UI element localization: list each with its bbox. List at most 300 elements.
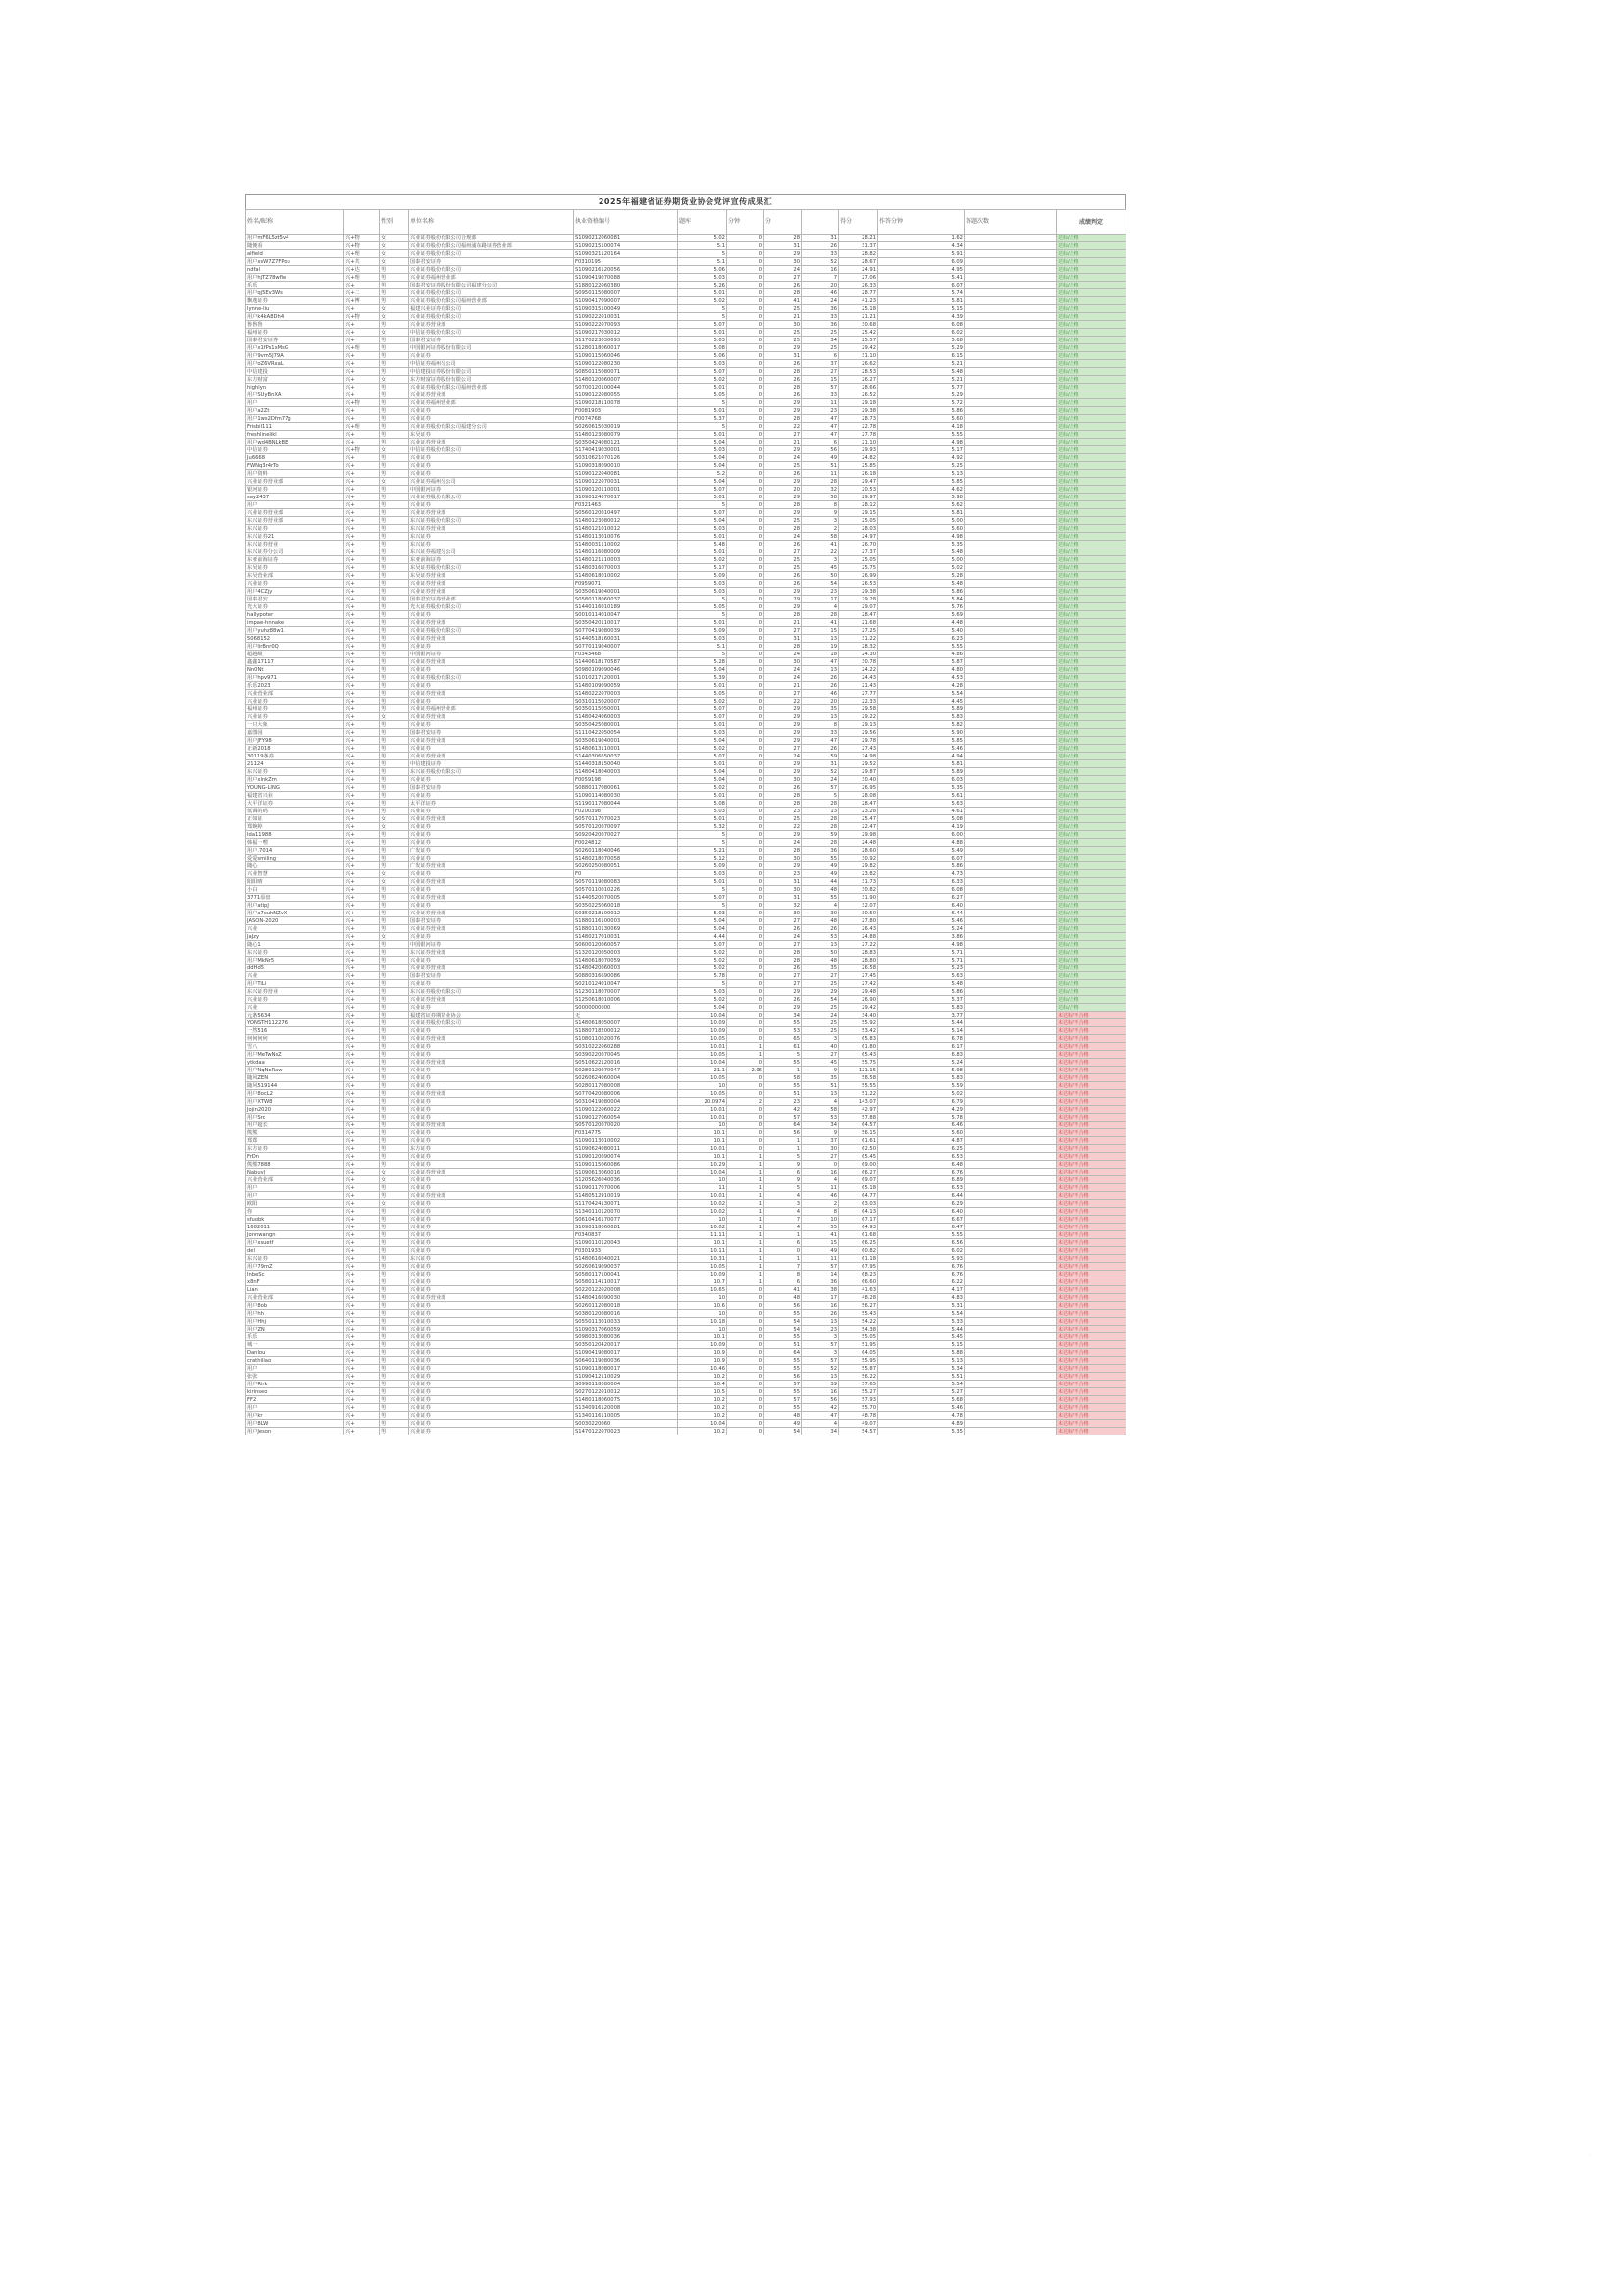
cell-points: 26 <box>764 572 802 580</box>
cell-minutes: 0 <box>727 517 764 525</box>
cell-score: 65.43 <box>839 1051 878 1059</box>
table-row <box>246 274 1126 282</box>
cell-points: 28 <box>764 611 802 619</box>
cell-duration: 6.56 <box>878 1239 965 1247</box>
cell-duration: 5.85 <box>878 737 965 745</box>
cell-extra: 13 <box>802 713 839 721</box>
cell-attempts <box>965 1286 1057 1294</box>
cell-attempts <box>965 1224 1057 1231</box>
cell-bank: 10.05 <box>678 1035 727 1043</box>
cell-bank: 5.07 <box>678 368 727 376</box>
cell-extra: 28 <box>802 611 839 619</box>
cell-attempts <box>965 988 1057 996</box>
cell-name: 光大证券 <box>246 603 344 611</box>
cell-gender: 男 <box>380 721 409 729</box>
cell-score: 28.03 <box>839 525 878 533</box>
cell-dept: 兴+ <box>344 815 380 823</box>
cell-cert: S0580114110017 <box>574 1278 678 1286</box>
cell-extra: 42 <box>802 1404 839 1412</box>
cell-extra: 26 <box>802 242 839 250</box>
status-badge-pass: 达标/合格 <box>1057 525 1126 533</box>
cell-minutes: 0 <box>727 344 764 352</box>
cell-score: 25.05 <box>839 556 878 564</box>
cell-extra: 54 <box>802 580 839 588</box>
cell-gender: 男 <box>380 1082 409 1090</box>
cell-gender: 男 <box>380 1263 409 1271</box>
table-row <box>246 1231 1126 1239</box>
cell-cert: S1090217030012 <box>574 329 678 337</box>
table-row <box>246 368 1126 376</box>
cell-cert: S1480218070058 <box>574 855 678 862</box>
cell-points: 21 <box>764 313 802 321</box>
cell-attempts <box>965 1106 1057 1114</box>
cell-bank: 5.01 <box>678 289 727 297</box>
cell-duration: 5.81 <box>878 509 965 517</box>
table-row <box>246 337 1126 344</box>
status-badge-fail: 未达标/不合格 <box>1057 1388 1126 1396</box>
cell-name: 用户 <box>246 399 344 407</box>
cell-minutes: 0 <box>727 321 764 329</box>
cell-points: 26 <box>764 925 802 933</box>
cell-bank: 5 <box>678 980 727 988</box>
cell-minutes: 0 <box>727 941 764 949</box>
cell-company: 兴业证券 <box>409 870 574 878</box>
cell-extra: 13 <box>802 1318 839 1326</box>
cell-duration: 5.00 <box>878 556 965 564</box>
cell-cert: S1480121110003 <box>574 556 678 564</box>
cell-score: 29.13 <box>839 721 878 729</box>
cell-cert: S1090419080017 <box>574 1349 678 1357</box>
cell-cert: S1480118060075 <box>574 1396 678 1404</box>
cell-bank: 5.02 <box>678 698 727 705</box>
cell-cert: S1280118060017 <box>574 344 678 352</box>
cell-minutes: 0 <box>727 588 764 596</box>
cell-gender: 女 <box>380 823 409 831</box>
table-row <box>246 1239 1126 1247</box>
cell-company: 中信证券福州分公司 <box>409 360 574 368</box>
cell-attempts <box>965 1067 1057 1074</box>
cell-bank: 10.1 <box>678 1239 727 1247</box>
cell-minutes: 0 <box>727 360 764 368</box>
cell-extra: 8 <box>802 1208 839 1216</box>
cell-dept: 兴+ <box>344 541 380 548</box>
cell-name: 福州证券 <box>246 705 344 713</box>
cell-minutes: 0 <box>727 1428 764 1435</box>
cell-duration: 5.71 <box>878 949 965 957</box>
cell-extra: 51 <box>802 1082 839 1090</box>
cell-name: hallypoter <box>246 611 344 619</box>
cell-duration: 5.69 <box>878 611 965 619</box>
cell-minutes: 0 <box>727 297 764 305</box>
cell-dept: 兴+ <box>344 1114 380 1122</box>
cell-extra: 4 <box>802 1420 839 1428</box>
cell-gender: 男 <box>380 1294 409 1302</box>
cell-minutes: 0 <box>727 1341 764 1349</box>
cell-cert: S0390220070045 <box>574 1051 678 1059</box>
cell-points: 61 <box>764 1043 802 1051</box>
cell-gender: 男 <box>380 776 409 784</box>
cell-dept: 兴+ <box>344 1161 380 1169</box>
cell-attempts <box>965 784 1057 792</box>
cell-attempts <box>965 1098 1057 1106</box>
cell-extra: 27 <box>802 1153 839 1161</box>
cell-minutes: 0 <box>727 1420 764 1428</box>
cell-points: 28 <box>764 792 802 800</box>
cell-cert: S1090115060046 <box>574 352 678 360</box>
cell-dept: 兴+博 <box>344 297 380 305</box>
cell-minutes: 0 <box>727 682 764 690</box>
cell-points: 28 <box>764 501 802 509</box>
cell-duration: 5.33 <box>878 1318 965 1326</box>
cell-extra: 33 <box>802 729 839 737</box>
cell-attempts <box>965 407 1057 415</box>
cell-bank: 5.02 <box>678 784 727 792</box>
cell-dept: 兴+ <box>344 980 380 988</box>
cell-duration: 6.83 <box>878 1051 965 1059</box>
cell-minutes: 0 <box>727 564 764 572</box>
cell-dept: 兴+ <box>344 1239 380 1247</box>
cell-attempts <box>965 282 1057 289</box>
cell-company: 兴业证券 <box>409 1341 574 1349</box>
cell-gender: 男 <box>380 525 409 533</box>
cell-gender: 男 <box>380 399 409 407</box>
cell-extra: 45 <box>802 564 839 572</box>
cell-points: 5 <box>764 1153 802 1161</box>
cell-minutes: 0 <box>727 737 764 745</box>
cell-bank: 5.2 <box>678 470 727 478</box>
status-badge-fail: 未达标/不合格 <box>1057 1200 1126 1208</box>
cell-score: 28.80 <box>839 957 878 965</box>
cell-bank: 5 <box>678 902 727 910</box>
cell-bank: 10.02 <box>678 1224 727 1231</box>
cell-duration: 5.35 <box>878 784 965 792</box>
cell-score: 28.83 <box>839 949 878 957</box>
table-row <box>246 470 1126 478</box>
cell-score: 64.05 <box>839 1349 878 1357</box>
cell-score: 54.38 <box>839 1326 878 1333</box>
cell-bank: 10.9 <box>678 1349 727 1357</box>
cell-duration: 5.13 <box>878 1357 965 1365</box>
cell-duration: 6.15 <box>878 352 965 360</box>
cell-points: 31 <box>764 894 802 902</box>
cell-points: 23 <box>764 870 802 878</box>
cell-extra: 54 <box>802 996 839 1004</box>
cell-dept: 兴+ <box>344 910 380 917</box>
cell-dept: 兴+ <box>344 1082 380 1090</box>
cell-points: 57 <box>764 1381 802 1388</box>
cell-duration: 5.63 <box>878 800 965 808</box>
cell-company: 兴业证券 <box>409 1153 574 1161</box>
cell-attempts <box>965 1043 1057 1051</box>
cell-points: 9 <box>764 1176 802 1184</box>
table-row <box>246 768 1126 776</box>
cell-minutes: 0 <box>727 690 764 698</box>
cell-points: 30 <box>764 886 802 894</box>
cell-cert: S0350619040001 <box>574 737 678 745</box>
cell-extra: 17 <box>802 1294 839 1302</box>
cell-company: 兴业证券 <box>409 1247 574 1255</box>
cell-bank: 5.04 <box>678 462 727 470</box>
cell-cert: S1480613110001 <box>574 745 678 753</box>
cell-gender: 男 <box>380 274 409 282</box>
cell-bank: 5.05 <box>678 391 727 399</box>
cell-cert: S0350619040001 <box>574 588 678 596</box>
cell-gender: 男 <box>380 855 409 862</box>
cell-attempts <box>965 1318 1057 1326</box>
cell-company: 东亚前海证券 <box>409 556 574 564</box>
cell-cert: S0260112080018 <box>574 1302 678 1310</box>
cell-score: 63.03 <box>839 1200 878 1208</box>
cell-attempts <box>965 713 1057 721</box>
status-badge-pass: 达标/合格 <box>1057 878 1126 886</box>
cell-bank: 5.32 <box>678 823 727 831</box>
cell-points: 6 <box>764 1278 802 1286</box>
cell-duration: 4.45 <box>878 698 965 705</box>
cell-score: 29.28 <box>839 596 878 603</box>
table-row <box>246 478 1126 486</box>
cell-gender: 男 <box>380 1208 409 1216</box>
cell-score: 55.87 <box>839 1365 878 1373</box>
cell-cert: F0200398 <box>574 808 678 815</box>
cell-points: 4 <box>764 1192 802 1200</box>
cell-name: 3771原盘 <box>246 894 344 902</box>
status-badge-pass: 达标/合格 <box>1057 980 1126 988</box>
cell-company: 兴业证券营业部 <box>409 1192 574 1200</box>
cell-minutes: 0 <box>727 808 764 815</box>
cell-attempts <box>965 847 1057 855</box>
cell-minutes: 0 <box>727 478 764 486</box>
cell-company: 兴业证券营业部 <box>409 910 574 917</box>
cell-extra: 32 <box>802 486 839 494</box>
cell-cert: S1090120090074 <box>574 1153 678 1161</box>
cell-bank: 10.01 <box>678 1145 727 1153</box>
cell-extra: 27 <box>802 368 839 376</box>
cell-extra: 26 <box>802 1310 839 1318</box>
cell-gender: 男 <box>380 808 409 815</box>
table-row <box>246 957 1126 965</box>
cell-name: 用户Jeson <box>246 1428 344 1435</box>
cell-points: 28 <box>764 800 802 808</box>
cell-cert: F0301933 <box>574 1247 678 1255</box>
cell-dept: 兴+ <box>344 941 380 949</box>
cell-gender: 男 <box>380 1278 409 1286</box>
cell-bank: 5 <box>678 611 727 619</box>
cell-points: 27 <box>764 972 802 980</box>
table-row <box>246 1373 1126 1381</box>
table-row <box>246 572 1126 580</box>
status-badge-fail: 未达标/不合格 <box>1057 1255 1126 1263</box>
cell-cert: S0000000000 <box>574 1004 678 1012</box>
cell-extra: 44 <box>802 878 839 886</box>
cell-score: 55.05 <box>839 1333 878 1341</box>
status-badge-pass: 达标/合格 <box>1057 352 1126 360</box>
cell-duration: 5.91 <box>878 250 965 258</box>
cell-duration: 5.17 <box>878 446 965 454</box>
cell-cert: S1170223030093 <box>574 337 678 344</box>
cell-duration: 6.07 <box>878 282 965 289</box>
cell-company: 兴业证券 <box>409 682 574 690</box>
cell-name: 用户MeTwNsZ <box>246 1051 344 1059</box>
cell-duration: 5.48 <box>878 548 965 556</box>
cell-bank: 10.01 <box>678 1106 727 1114</box>
cell-score: 64.93 <box>839 1224 878 1231</box>
cell-score: 23.28 <box>839 808 878 815</box>
cell-dept: 兴+ <box>344 1310 380 1318</box>
cell-name: Ju6668 <box>246 454 344 462</box>
cell-minutes: 0 <box>727 1114 764 1122</box>
cell-cert: S0950115080007 <box>574 289 678 297</box>
status-badge-pass: 达标/合格 <box>1057 823 1126 831</box>
cell-dept: 兴+ <box>344 1012 380 1019</box>
cell-attempts <box>965 494 1057 501</box>
cell-points: 41 <box>764 1286 802 1294</box>
cell-name: 东兴证券分公司 <box>246 548 344 556</box>
cell-dept: 兴+ <box>344 1388 380 1396</box>
cell-name: 随风ZEN <box>246 1074 344 1082</box>
cell-minutes: 1 <box>727 1271 764 1278</box>
cell-extra: 34 <box>802 337 839 344</box>
cell-minutes: 0 <box>727 1137 764 1145</box>
cell-dept: 兴+ <box>344 1247 380 1255</box>
cell-minutes: 0 <box>727 815 764 823</box>
cell-cert: S0260615030019 <box>574 423 678 431</box>
cell-company: 兴业证券营业部 <box>409 737 574 745</box>
cell-extra: 13 <box>802 666 839 674</box>
cell-minutes: 0 <box>727 242 764 250</box>
cell-bank: 5.01 <box>678 815 727 823</box>
status-badge-pass: 达标/合格 <box>1057 603 1126 611</box>
cell-name: 东兴证券 <box>246 525 344 533</box>
cell-score: 66.25 <box>839 1239 878 1247</box>
cell-name: JaJzy <box>246 933 344 941</box>
cell-points: 56 <box>764 1302 802 1310</box>
status-badge-fail: 未达标/不合格 <box>1057 1137 1126 1145</box>
cell-bank: 10.2 <box>678 1404 727 1412</box>
cell-points: 30 <box>764 910 802 917</box>
cell-dept: 兴+ <box>344 1294 380 1302</box>
cell-attempts <box>965 627 1057 635</box>
cell-company: 兴业证券股份有限公司 <box>409 674 574 682</box>
column-header: 得分 <box>839 210 878 235</box>
cell-name: Danlou <box>246 1349 344 1357</box>
cell-dept: 兴+ <box>344 705 380 713</box>
cell-score: 28.60 <box>839 847 878 855</box>
cell-score: 51.22 <box>839 1090 878 1098</box>
cell-company: 中信证券股份有限公司 <box>409 329 574 337</box>
status-badge-pass: 达标/合格 <box>1057 548 1126 556</box>
cell-minutes: 0 <box>727 266 764 274</box>
status-badge-fail: 未达标/不合格 <box>1057 1286 1126 1294</box>
cell-minutes: 0 <box>727 439 764 446</box>
cell-attempts <box>965 1012 1057 1019</box>
status-badge-pass: 达标/合格 <box>1057 925 1126 933</box>
cell-extra: 37 <box>802 1137 839 1145</box>
cell-attempts <box>965 297 1057 305</box>
cell-points: 30 <box>764 658 802 666</box>
cell-score: 24.88 <box>839 933 878 941</box>
cell-score: 31.22 <box>839 635 878 643</box>
cell-cert: S1480424060003 <box>574 713 678 721</box>
cell-gender: 男 <box>380 1286 409 1294</box>
cell-dept: 兴+ <box>344 698 380 705</box>
cell-extra: 35 <box>802 705 839 713</box>
cell-dept: 兴+物 <box>344 399 380 407</box>
cell-cert: S1880122060380 <box>574 282 678 289</box>
cell-attempts <box>965 1349 1057 1357</box>
cell-bank: 11.11 <box>678 1231 727 1239</box>
cell-cert: S0920420070027 <box>574 831 678 839</box>
cell-company: 兴业证券 <box>409 407 574 415</box>
cell-gender: 男 <box>380 619 409 627</box>
cell-attempts <box>965 1396 1057 1404</box>
cell-extra: 36 <box>802 321 839 329</box>
cell-score: 64.77 <box>839 1192 878 1200</box>
cell-points: 57 <box>764 1114 802 1122</box>
cell-score: 66.60 <box>839 1278 878 1286</box>
cell-attempts <box>965 376 1057 384</box>
cell-dept: 兴+ <box>344 462 380 470</box>
cell-score: 27.06 <box>839 274 878 282</box>
cell-dept: 兴+ <box>344 525 380 533</box>
cell-attempts <box>965 1090 1057 1098</box>
cell-score: 29.48 <box>839 988 878 996</box>
cell-score: 24.91 <box>839 266 878 274</box>
cell-attempts <box>965 266 1057 274</box>
cell-attempts <box>965 242 1057 250</box>
table-row <box>246 745 1126 753</box>
cell-duration: 5.37 <box>878 996 965 1004</box>
cell-score: 28.32 <box>839 643 878 651</box>
cell-extra: 36 <box>802 305 839 313</box>
status-badge-pass: 达标/合格 <box>1057 627 1126 635</box>
status-badge-pass: 达标/合格 <box>1057 713 1126 721</box>
cell-gender: 男 <box>380 1231 409 1239</box>
cell-points: 30 <box>764 258 802 266</box>
cell-score: 61.61 <box>839 1137 878 1145</box>
cell-score: 143.07 <box>839 1098 878 1106</box>
cell-cert: S1480420060003 <box>574 965 678 972</box>
cell-dept: 兴+ <box>344 305 380 313</box>
cell-minutes: 0 <box>727 533 764 541</box>
cell-dept: 兴+理 <box>344 423 380 431</box>
cell-duration: 5.84 <box>878 596 965 603</box>
cell-attempts <box>965 1122 1057 1129</box>
cell-minutes: 1 <box>727 1231 764 1239</box>
cell-cert: S0350425080001 <box>574 721 678 729</box>
cell-minutes: 0 <box>727 541 764 548</box>
cell-attempts <box>965 1255 1057 1263</box>
cell-attempts <box>965 1114 1057 1122</box>
cell-gender: 男 <box>380 1043 409 1051</box>
cell-cert: S0880117080061 <box>574 784 678 792</box>
cell-duration: 6.17 <box>878 1043 965 1051</box>
cell-minutes: 0 <box>727 1106 764 1114</box>
status-badge-fail: 未达标/不合格 <box>1057 1153 1126 1161</box>
cell-score: 30.82 <box>839 886 878 894</box>
cell-company: 兴业证券 <box>409 1271 574 1278</box>
cell-company: 兴业证券 <box>409 1231 574 1239</box>
cell-score: 21.21 <box>839 313 878 321</box>
cell-minutes: 1 <box>727 1278 764 1286</box>
cell-score: 68.23 <box>839 1271 878 1278</box>
status-badge-fail: 未达标/不合格 <box>1057 1145 1126 1153</box>
cell-cert: S0610416170077 <box>574 1216 678 1224</box>
cell-name: 用户kr <box>246 1412 344 1420</box>
cell-points: 55 <box>764 1388 802 1396</box>
cell-score: 28.77 <box>839 289 878 297</box>
cell-duration: 4.29 <box>878 1106 965 1114</box>
table-row <box>246 1067 1126 1074</box>
